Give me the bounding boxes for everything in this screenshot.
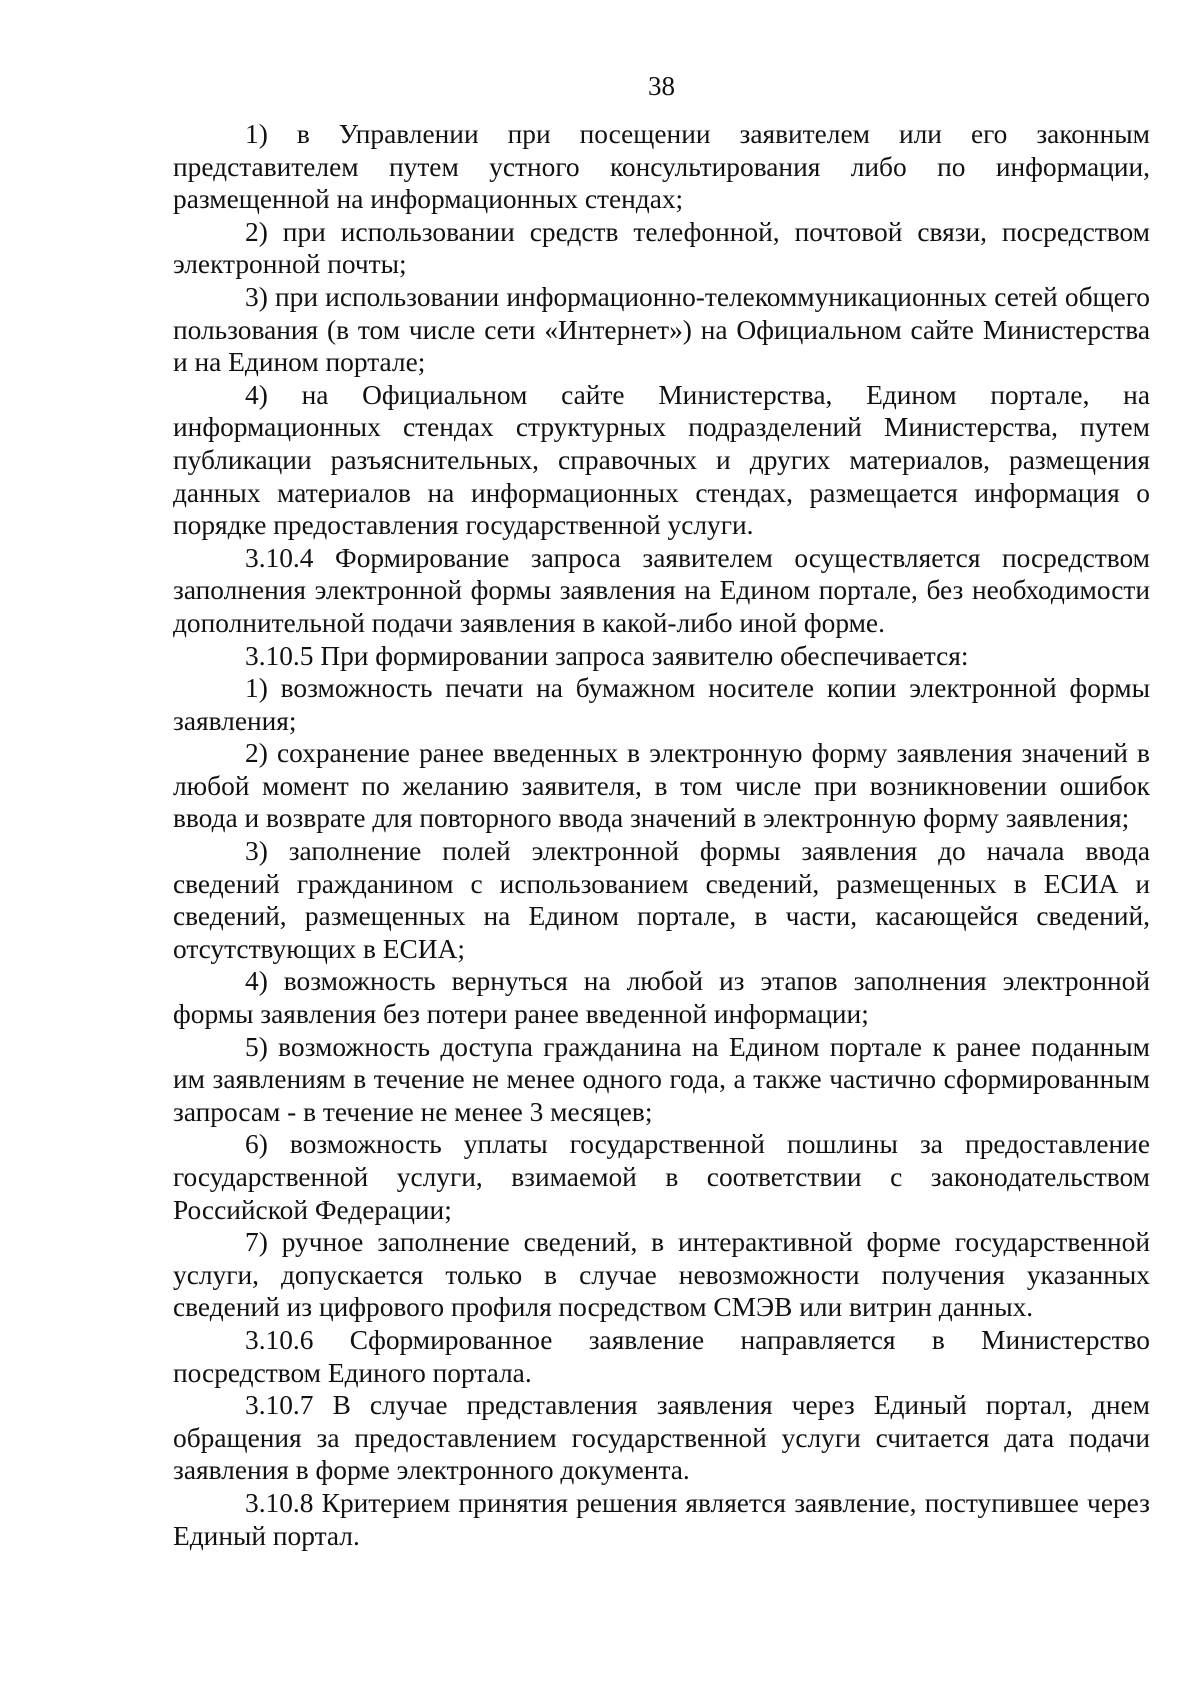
paragraph-item-2-phone-mail: 2) при использовании средств телефонной, почтовой связи, посредством электронной почты; xyxy=(173,216,1150,280)
paragraph-item-7-manual-fill: 7) ручное заполнение сведений, в интерактивной форме государственной услуги, допускается только в случае невозможности получения указанных сведений из цифрового профиля посредством СМЭВ или витрин данных. xyxy=(173,1227,1150,1323)
paragraph-item-4-publication: 4) на Официальном сайте Министерства, Едином портале, на информационных стендах структурных подразделений Министерства, путем публикации разъяснительных, справочных и других материалов, размещения данных материалов на информационных стендах, размещается информация о порядке предоставления государственной услуги. xyxy=(173,379,1150,541)
document-body xyxy=(173,118,1150,1552)
paragraph-item-3-autofill: 3) заполнение полей электронной формы заявления до начала ввода сведений гражданином с использованием сведений, размещенных в ЕСИА и сведений, размещенных на Едином портале, в части, касающейся сведений, отсутствующих в ЕСИА; xyxy=(173,836,1150,964)
paragraph-item-6-payment: 6) возможность уплаты государственной пошлины за предоставление государственной услуги, взимаемой в соответствии с законодательством Российской Федерации; xyxy=(173,1129,1150,1225)
paragraph-3-10-8: 3.10.8 Критерием принятия решения является заявление, поступившее через Единый портал. xyxy=(173,1487,1150,1551)
paragraph-item-1-consultation: 1) в Управлении при посещении заявителем или его законным представителем путем устного консультирования либо по информации, размещенной на информационных стендах; xyxy=(173,119,1150,215)
paragraph-3-10-6: 3.10.6 Сформированное заявление направляется в Министерство посредством Единого портала. xyxy=(173,1324,1150,1388)
paragraph-3-10-4: 3.10.4 Формирование запроса заявителем осуществляется посредством заполнения электронной формы заявления на Едином портале, без необходимости дополнительной подачи заявления в какой-либо иной форме. xyxy=(173,542,1150,638)
paragraph-item-3-internet: 3) при использовании информационно-телекоммуникационных сетей общего пользования (в том числе сети «Интернет») на Официальном сайте Министерства и на Едином портале; xyxy=(173,281,1150,378)
paragraph-3-10-5: 3.10.5 При формировании запроса заявителю обеспечивается: xyxy=(245,640,969,671)
paragraph-3-10-7: 3.10.7 В случае представления заявления через Единый портал, днем обращения за предоставлением государственной услуги считается дата подачи заявления в форме электронного документа. xyxy=(173,1390,1150,1486)
paragraph-item-2-save-values: 2) сохранение ранее введенных в электронную форму заявления значений в любой момент по желанию заявителя, в том числе при возникновении ошибок ввода и возврате для повторного ввода значений в электронную форму заявления; xyxy=(173,738,1150,834)
paragraph-item-5-access: 5) возможность доступа гражданина на Едином портале к ранее поданным им заявлениям в течение не менее одного года, а также частично сформированным запросам - в течение не менее 3 месяцев; xyxy=(173,1031,1150,1127)
page-number: 38 xyxy=(648,71,675,101)
paragraph-item-1-print: 1) возможность печати на бумажном носителе копии электронной формы заявления; xyxy=(173,673,1150,736)
paragraph-item-4-return-step: 4) возможность вернуться на любой из этапов заполнения электронной формы заявления без потери ранее введенной информации; xyxy=(173,966,1150,1030)
